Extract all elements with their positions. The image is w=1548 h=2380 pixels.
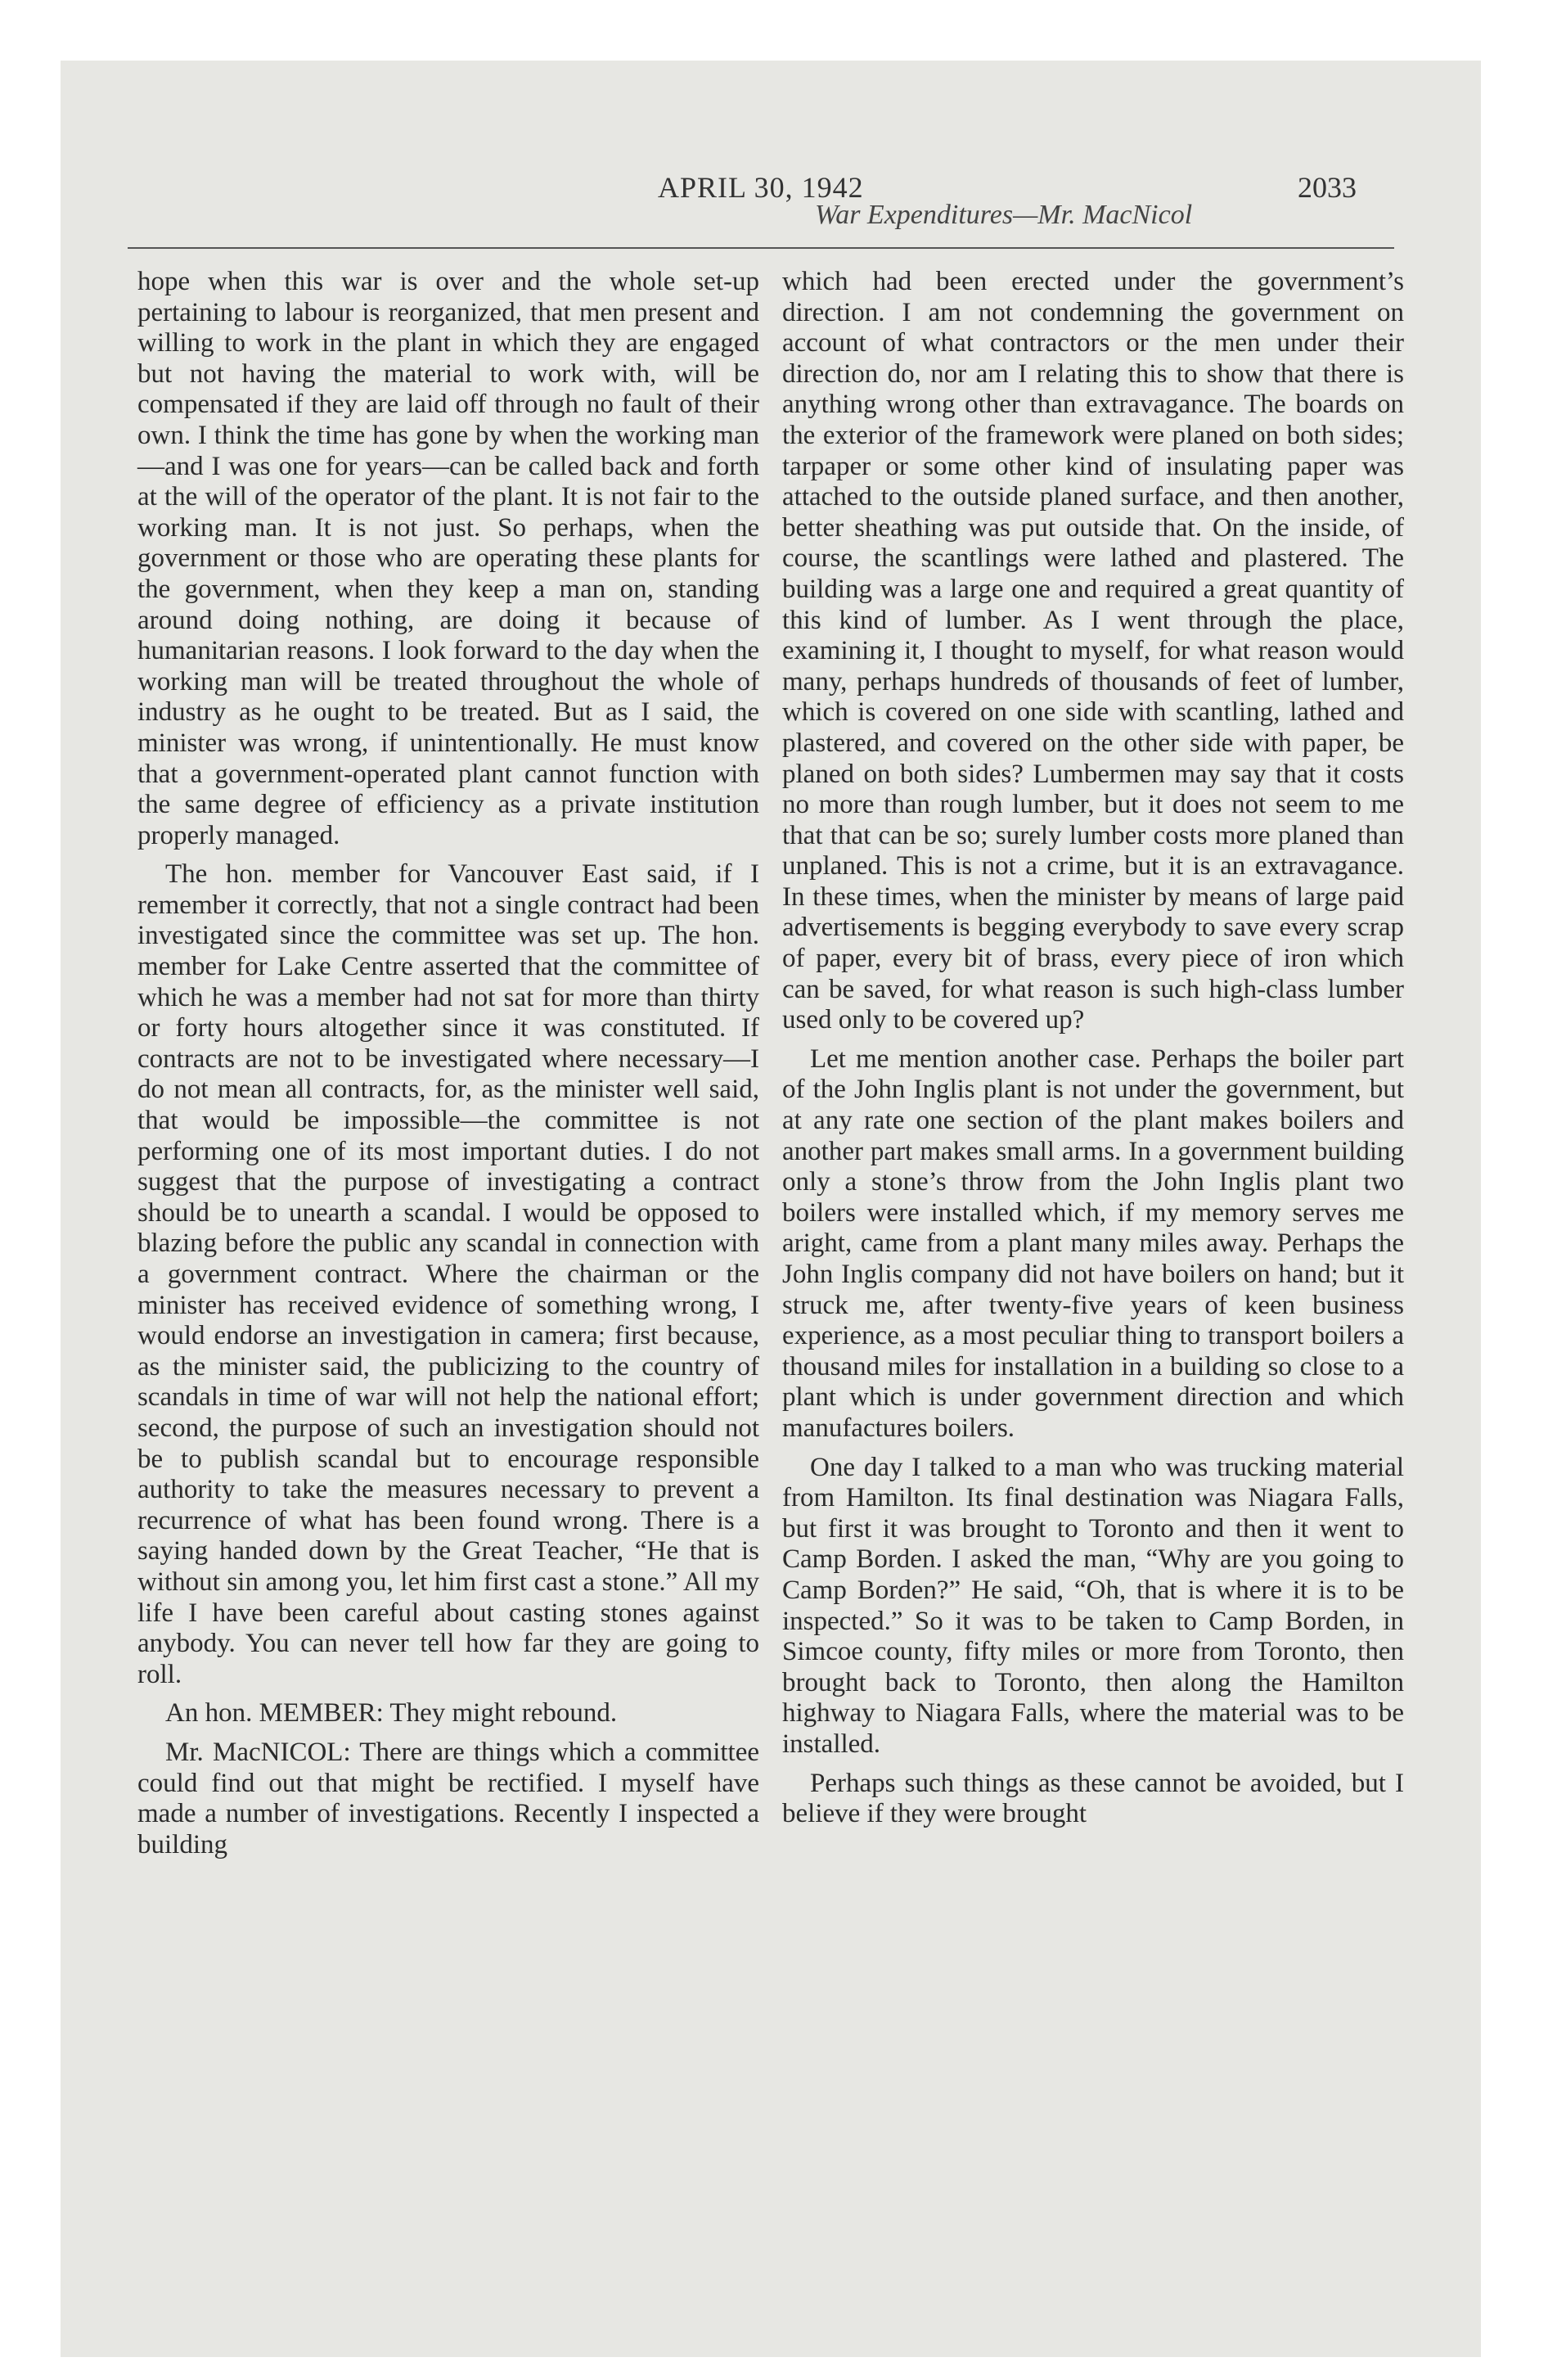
page-number: 2033 xyxy=(1298,171,1357,204)
interjection: An hon. MEMBER: They might rebound. xyxy=(165,1698,618,1729)
paragraph: The hon. member for Vancouver East said, if I remember it correctly, that not a single contract had been investigated since the committee was set up. The hon. member for Lake Centre asserted that the committee of which he was a member had not sat for more than thirty or forty hours altogether since it was constituted. If contracts are not to be investigated where necessary—I do not mean all contracts, for, as the minister well said, that would be impossible—the committee is not performing one of its most important duties. I do not suggest that the purpose of investigating a contract should be to unearth a scandal. I would be opposed to blazing before the public any scandal in connection with a government contract. Where the chairman or the minister has received evidence of something wrong, I would endorse an investigation in camera; first because, as the minister said, the publicizing to the country of scandals in time of war will not help the national effort; second, the purpose of such an investigation should not be to publish scandal but to encourage responsible authority to take the measures necessary to prevent a recurrence of what has been found wrong. There is a saying handed down by the Great Teacher, “He that is without sin among you, let him first cast a stone.” All my life I have been careful about casting stones against anybody. You can never tell how far they are going to roll. xyxy=(137,859,759,1689)
right-column xyxy=(782,267,1404,1830)
header-date: APRIL 30, 1942 xyxy=(658,171,864,204)
running-title: War Expenditures—Mr. MacNicol xyxy=(815,200,1193,230)
paragraph: which had been erected under the government’s direction. I am not condemning the government on account of what contractors or the men under their direction do, nor am I relating this to show that there is anything wrong other than extravagance. The boards on the exterior of the framework were planed on both sides; tarpaper or some other kind of insulating paper was attached to the outside planed surface, and then another, better sheathing was put outside that. On the inside, of course, the scantlings were lathed and plastered. The building was a large one and required a great quantity of this kind of lumber. As I went through the place, examining it, I thought to myself, for what reason would many, perhaps hundreds of thousands of feet of lumber, which is covered on one side with scantling, lathed and plastered, and covered on the other side with paper, be planed on both sides? Lumbermen may say that it costs no more than rough lumber, but it does not seem to me that that can be so; surely lumber costs more planed than unplaned. This is not a crime, but it is an extravagance. In these times, when the minister by means of large paid advertisements is begging everybody to save every scrap of paper, every bit of brass, every piece of iron which can be saved, for what reason is such high-class lumber used only to be covered up? xyxy=(782,267,1404,1035)
header-rule xyxy=(128,247,1394,249)
paragraph: Mr. MacNICOL: There are things which a committee could find out that might be rectified. I myself have made a number of investigations. Recently I inspected a building xyxy=(137,1737,759,1859)
paragraph: One day I talked to a man who was trucking material from Hamilton. Its final destination was Niagara Falls, but first it was brought to Toronto and then it went to Camp Borden. I asked the man, “Why are you going to Camp Borden?” He said, “Oh, that is where it is to be inspected.” So it was to be taken to Camp Borden, in Simcoe county, fifty miles or more from Toronto, then brought back to Toronto, then along the Hamilton highway to Niagara Falls, where the material was to be installed. xyxy=(782,1452,1404,1759)
paragraph: Let me mention another case. Perhaps the boiler part of the John Inglis plant is not under the government, but at any rate one section of the plant makes boilers and another part makes small arms. In a government building only a stone’s throw from the John Inglis plant two boilers were installed which, if my memory serves me aright, came from a plant many miles away. Perhaps the John Inglis company did not have boilers on hand; but it struck me, after twenty-five years of keen business experience, as a most peculiar thing to transport boilers a thousand miles for installation in a building so close to a plant which is under government direction and which manufactures boilers. xyxy=(782,1044,1404,1443)
left-column xyxy=(137,267,759,1860)
paragraph: Perhaps such things as these cannot be avoided, but I believe if they were brought xyxy=(782,1768,1404,1829)
paragraph: hope when this war is over and the whole set-up pertaining to labour is reorganized, that men present and willing to work in the plant in which they are engaged but not having the material to work with, will be compensated if they are laid off through no fault of their own. I think the time has gone by when the working man—and I was one for years—can be called back and forth at the will of the operator of the plant. It is not fair to the working man. It is not just. So perhaps, when the government or those who are operating these plants for the government, when they keep a man on, standing around doing nothing, are doing it because of humanitarian reasons. I look forward to the day when the working man will be treated throughout the whole of industry as he ought to be treated. But as I said, the minister was wrong, if unintentionally. He must know that a government-operated plant cannot function with the same degree of efficiency as a private institution properly managed. xyxy=(137,267,759,850)
page-header xyxy=(80,113,1389,244)
